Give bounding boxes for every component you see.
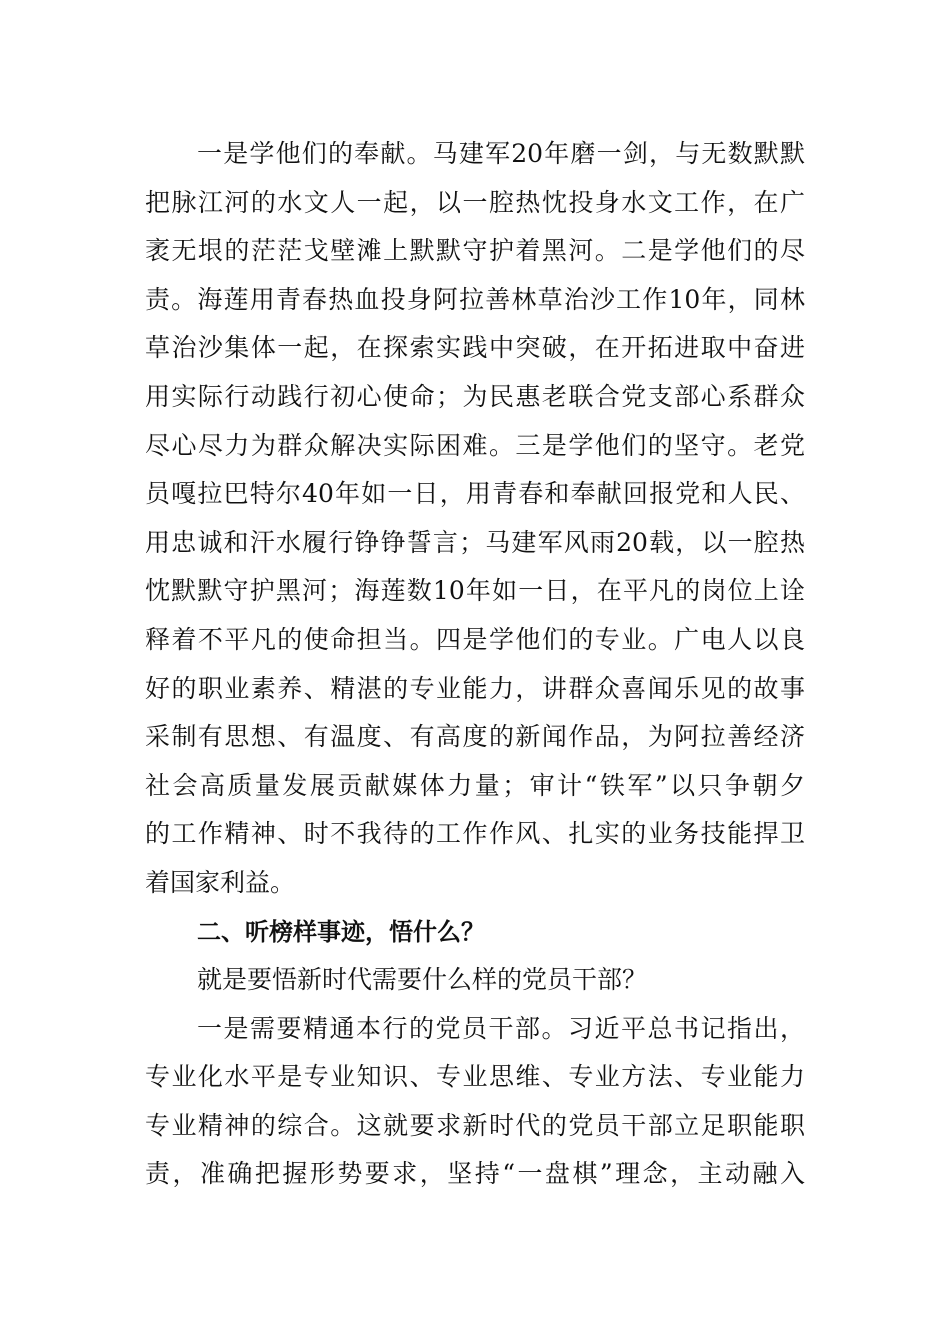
paragraph-line: 袤无垠的茫茫戈壁滩上默默守护着黑河。二是学他们的尽 bbox=[145, 236, 805, 266]
paragraph-line: 一是学他们的奉献。马建军20年磨一剑，与无数默默 bbox=[197, 139, 805, 168]
paragraph-line: 好的职业素养、精湛的专业能力，讲群众喜闻乐见的故事 bbox=[145, 673, 805, 703]
paragraph-line: 着国家利益。 bbox=[145, 867, 296, 897]
paragraph-line: 专业精神的综合。这就要求新时代的党员干部立足职能职 bbox=[145, 1110, 805, 1140]
paragraph-line: 用忠诚和汗水履行铮铮誓言；马建军风雨20载，以一腔热 bbox=[145, 527, 805, 557]
paragraph-line: 专业化水平是专业知识、专业思维、专业方法、专业能力 bbox=[145, 1062, 805, 1092]
paragraph-line: 员嘎拉巴特尔40年如一日，用青春和奉献回报党和人民、 bbox=[145, 479, 805, 509]
paragraph-line: 采制有思想、有温度、有高度的新闻作品，为阿拉善经济 bbox=[145, 722, 805, 752]
paragraph-line: 责。海莲用青春热血投身阿拉善林草治沙工作10年，同林 bbox=[145, 284, 805, 314]
paragraph-line: 把脉江河的水文人一起，以一腔热忱投身水文工作，在广 bbox=[145, 187, 805, 217]
paragraph-line: 社会高质量发展贡献媒体力量；审计“铁军”以只争朝夕 bbox=[145, 770, 805, 800]
paragraph-line: 忱默默守护黑河；海莲数10年如一日，在平凡的岗位上诠 bbox=[145, 576, 805, 606]
paragraph-line: 一是需要精通本行的党员干部。习近平总书记指出， bbox=[197, 1013, 805, 1043]
paragraph-line: 草治沙集体一起，在探索实践中突破，在开拓进取中奋进 bbox=[145, 333, 805, 363]
paragraph-line: 的工作精神、时不我待的工作作风、扎实的业务技能捍卫 bbox=[145, 819, 805, 849]
paragraph-line: 释着不平凡的使命担当。四是学他们的专业。广电人以良 bbox=[145, 624, 805, 654]
paragraph-line: 用实际行动践行初心使命；为民惠老联合党支部心系群众 bbox=[145, 381, 805, 411]
section-heading: 二、听榜样事迹，悟什么？ bbox=[197, 917, 485, 946]
paragraph-line: 尽心尽力为群众解决实际困难。三是学他们的坚守。老党 bbox=[145, 430, 805, 460]
paragraph-line: 责，准确把握形势要求，坚持“一盘棋”理念，主动融入 bbox=[145, 1159, 805, 1189]
paragraph-line: 就是要悟新时代需要什么样的党员干部？ bbox=[197, 965, 648, 995]
body-text bbox=[145, 130, 805, 1199]
